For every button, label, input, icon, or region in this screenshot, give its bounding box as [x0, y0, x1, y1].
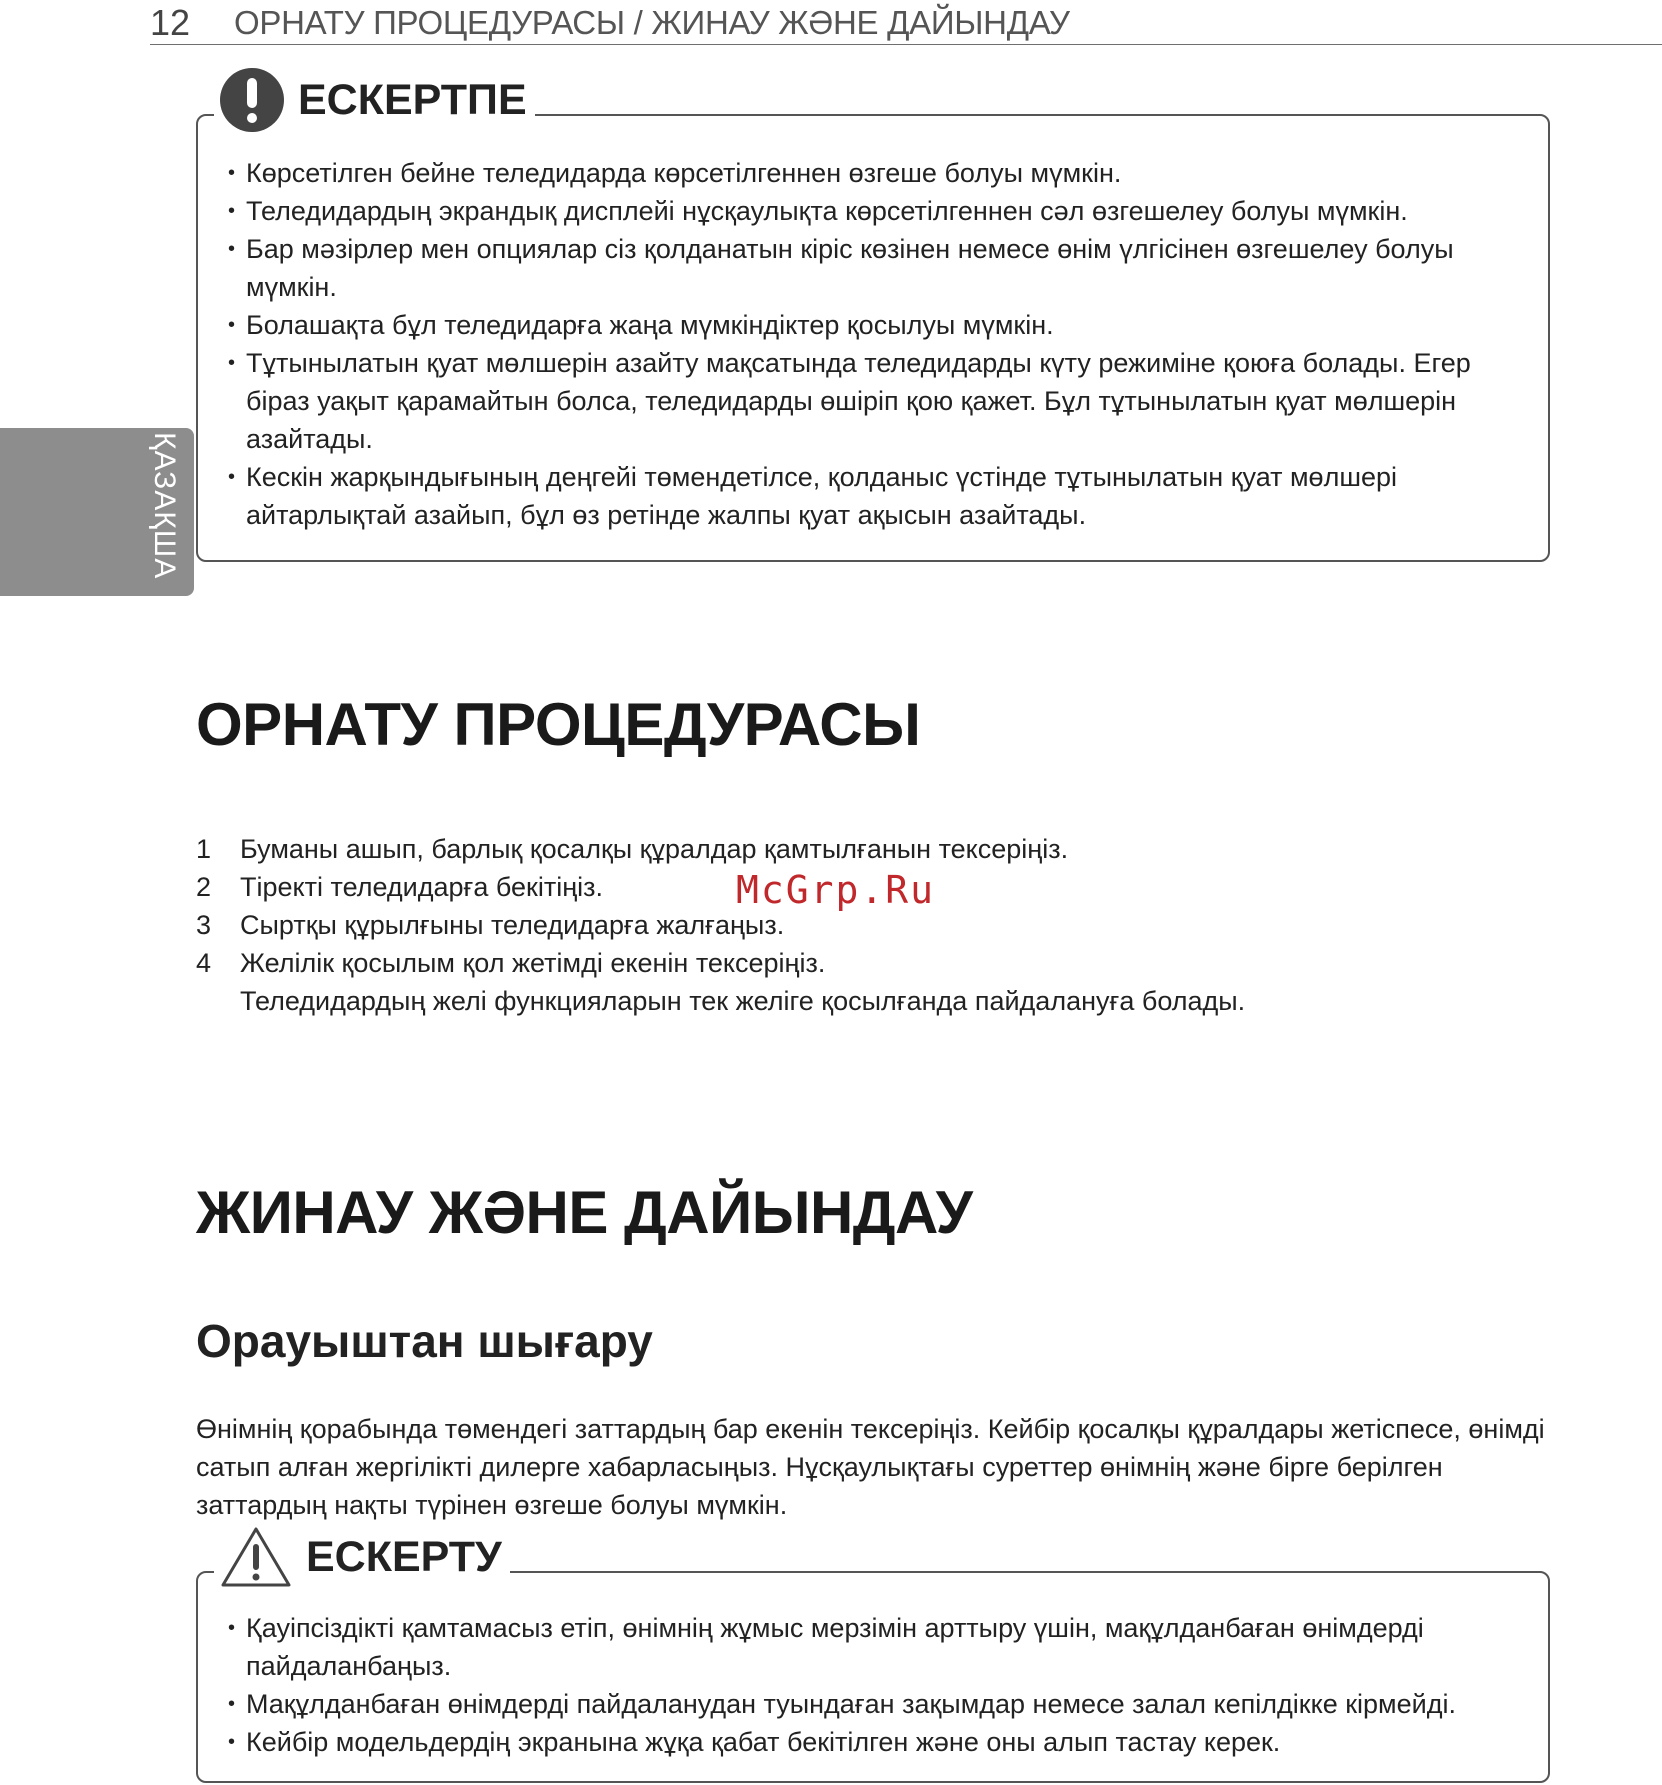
- caution-item: • Мақұлданбаған өнімдерді пайдаланудан туындаған зақымдар немесе залал кепілдікке кірмейді.: [228, 1685, 1528, 1723]
- step-number: 1: [196, 834, 212, 864]
- step-item: [196, 868, 1245, 906]
- step-item: [196, 906, 1245, 944]
- page-header: [150, 0, 1662, 45]
- step-text: Желілік қосылым қол жетімді екенін тексеріңіз.: [240, 948, 826, 978]
- note-item: • Теледидардың экрандық дисплейі нұсқаулықта көрсетілгеннен сәл өзгешелеу болуы мүмкін.: [228, 192, 1528, 230]
- assembly-title: ЖИНАУ ЖӘНЕ ДАЙЫНДАУ: [196, 1179, 973, 1246]
- step-number: 2: [196, 872, 212, 902]
- note-item: • Кескін жарқындығының деңгейі төмендетілсе, қолданыс үстінде тұтынылатын қуат мөлшері айтарлықтай азайып, бұл өз ретінде жалпы қуат ақысын азайтады.: [228, 458, 1528, 534]
- step-text: Буманы ашып, барлық қосалқы құралдар қамтылғанын тексеріңіз.: [240, 834, 1069, 864]
- unpacking-paragraph: Өнімнің қорабында төмендегі заттардың бар екенін тексеріңіз. Кейбір қосалқы құралдары жетіспесе, өнімді сатып алған жергілікті дилерге хабарласыңыз. Нұсқаулықтағы суреттер өнімнің және бірге берілген заттардың нақты түрінен өзгеше болуы мүмкін.: [196, 1414, 1545, 1520]
- step-item: [196, 982, 1245, 1020]
- install-title: ОРНАТУ ПРОЦЕДУРАСЫ: [196, 691, 921, 758]
- caution-heading: [214, 1526, 510, 1588]
- note-item: • Көрсетілген бейне теледидарда көрсетілгеннен өзгеше болуы мүмкін.: [228, 154, 1528, 192]
- step-number: 4: [196, 948, 212, 978]
- step-item: [196, 944, 1245, 982]
- exclamation-circle-icon: [220, 68, 284, 132]
- caution-list: [228, 1609, 1528, 1761]
- step-number: 3: [196, 910, 212, 940]
- install-steps: [196, 830, 1245, 1020]
- note-item: • Бар мәзірлер мен опциялар сіз қолданатын кіріс көзінен немесе өнім үлгісінен өзгешелеу болуы мүмкін.: [228, 230, 1528, 306]
- running-title: ОРНАТУ ПРОЦЕДУРАСЫ / ЖИНАУ ЖӘНЕ ДАЙЫНДАУ: [234, 4, 1070, 41]
- language-tab-label: ҚАЗАҚША: [148, 432, 181, 580]
- page-number: 12: [150, 2, 191, 43]
- step-text: Сыртқы құрылғыны теледидарға жалғаңыз.: [240, 910, 785, 940]
- step-text: Теледидардың желі функцияларын тек желіге қосылғанда пайдалануға болады.: [240, 986, 1246, 1016]
- caution-item: • Кейбір модельдердің экранына жұқа қабат бекітілген және оны алып тастау керек.: [228, 1723, 1528, 1761]
- step-number: [196, 982, 240, 1020]
- caution-box: [196, 1571, 1550, 1783]
- watermark-link[interactable]: McGrp.Ru: [736, 868, 936, 912]
- note-heading: [214, 68, 535, 132]
- step-text: Тіректі теледидарға бекітіңіз.: [240, 872, 603, 902]
- note-item: • Болашақта бұл теледидарға жаңа мүмкіндіктер қосылуы мүмкін.: [228, 306, 1528, 344]
- note-box: [196, 114, 1550, 562]
- unpacking-subtitle: Орауыштан шығару: [196, 1315, 653, 1367]
- step-item: [196, 830, 1245, 868]
- caution-heading-text: ЕСКЕРТУ: [306, 1533, 502, 1581]
- warning-triangle-icon: [220, 1526, 292, 1588]
- caution-item: • Қауіпсіздікті қамтамасыз етіп, өнімнің жұмыс мерзімін арттыру үшін, мақұлданбаған өнімдерді пайдаланбаңыз.: [228, 1609, 1528, 1685]
- note-item: • Тұтынылатын қуат мөлшерін азайту мақсатында теледидарды күту режиміне қоюға болады. Егер біраз уақыт қарамайтын болса, теледидарды өшіріп қою қажет. Бұл тұтынылатын қуат мөлшерін азайтады.: [228, 344, 1528, 458]
- note-list: [228, 154, 1528, 534]
- note-heading-text: ЕСКЕРТПЕ: [298, 76, 527, 124]
